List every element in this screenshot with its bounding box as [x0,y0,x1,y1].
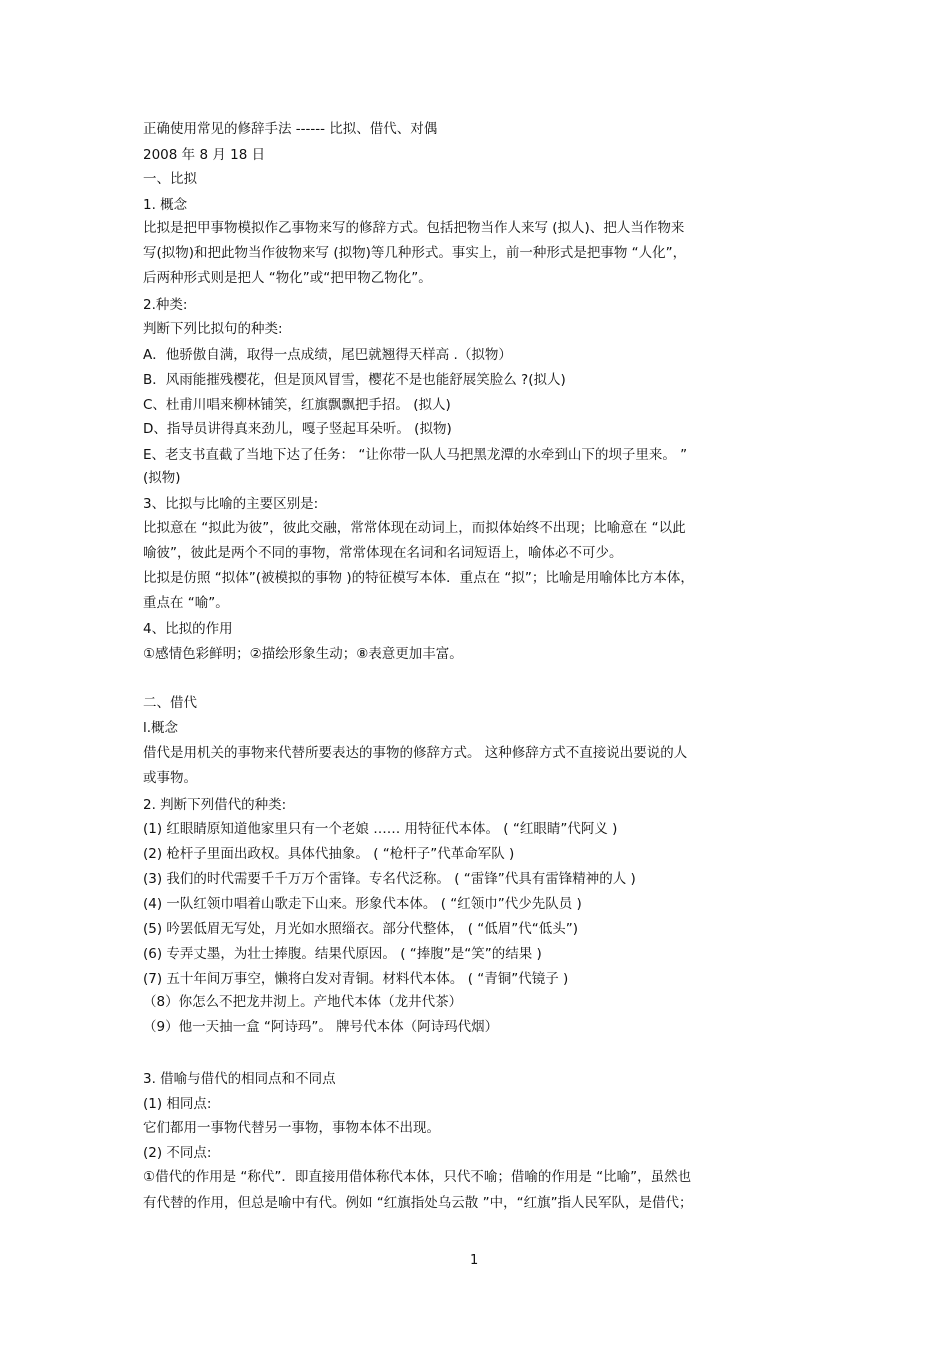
text-line: 判断下列比拟句的种类: [143,321,283,337]
text-line: 1. 概念 [143,197,188,213]
page-number: 1 [470,1253,479,1268]
text-line: (5) 吟罢低眉无写处，月光如水照缁衣。部分代整体， ( “低眉”代“低头”) [143,921,579,937]
text-line: ①感情色彩鲜明；②描绘形象生动；⑧表意更加丰富。 [143,646,463,662]
text-line: （9）他一天抽一盒 “阿诗玛”。 牌号代本体（阿诗玛代烟） [143,1019,499,1035]
subsection-heading: 3. 借喻与借代的相同点和不同点 [143,1071,336,1087]
text-line: (1) 红眼睛原知道他家里只有一个老娘 …… 用特征代本体。 ( “红眼睛”代阿义 ) [143,821,618,837]
text-line: l.概念 [143,720,179,736]
document-date: 2008 年 8 月 18 日 [143,147,266,163]
text-line: B．风雨能摧残樱花，但是顶风冒雪，樱花不是也能舒展笑脸么 ?(拟人) [143,372,566,388]
text-line: (7) 五十年间万事空，懒将白发对青铜。材料代本体。 ( “青铜”代镜子 ) [143,971,569,987]
text-line: ①借代的作用是 “称代”．即直接用借体称代本体，只代不喻；借喻的作用是 “比喻”，虽然也 [143,1169,692,1185]
text-line: 它们都用一事物代替另一事物，事物本体不出现。 [143,1120,440,1136]
text-line: (3) 我们的时代需要千千万万个雷锋。专名代泛称。 ( “雷锋”代具有雷锋精神的人 ) [143,871,636,887]
text-line: 有代替的作用，但总是喻中有代。例如 “红旗指处乌云散 ”中，“红旗”指人民军队，是借代； [143,1195,693,1211]
text-line: C、杜甫川唱来柳林铺笑，红旗飘飘把手招。 (拟人) [143,397,451,413]
text-line: 写(拟物)和把此物当作彼物来写 (拟物)等几种形式。事实上，前一种形式是把事物 “人化”， [143,245,687,261]
text-line: (2) 枪杆子里面出政权。具体代抽象。 ( “枪杆子”代革命军队 ) [143,846,515,862]
text-line: A．他骄傲自满，取得一点成绩，尾巴就翘得天样高 .（拟物） [143,347,512,363]
text-line: (拟物) [143,470,181,486]
text-line: 比拟意在 “拟此为彼”，彼此交融，常常体现在动词上，而拟体始终不出现；比喻意在 “以此 [143,520,686,536]
text-line: D、指导员讲得真来劲儿，嘎子竖起耳朵听。 (拟物) [143,421,452,437]
text-line: 3、比拟与比喻的主要区别是: [143,496,319,512]
text-line: （8）你怎么不把龙井沏上。产地代本体（龙井代茶） [143,994,463,1010]
text-line: 比拟是把甲事物模拟作乙事物来写的修辞方式。包括把物当作人来写 (拟人)、把人当作物来 [143,220,685,236]
text-line: 比拟是仿照 “拟体”(被模拟的事物 )的特征模写本体．重点在 “拟”；比喻是用喻体比方本体， [143,570,694,586]
text-line: 重点在 “喻”。 [143,595,229,611]
text-line: E、老支书直截了当地下达了任务： “让你带一队人马把黑龙潭的水牵到山下的坝子里来。 ” [143,447,688,463]
text-line: (6) 专弄丈墨，为壮士捧腹。结果代原因。 ( “捧腹”是“笑”的结果 ) [143,946,542,962]
text-line: 或事物。 [143,770,197,786]
text-line: 后两种形式则是把人 “物化”或“把甲物乙物化”。 [143,270,432,286]
section-heading-metonymy: 二、借代 [143,695,197,711]
text-line: 借代是用机关的事物来代替所要表达的事物的修辞方式。 这种修辞方式不直接说出要说的人 [143,745,688,761]
text-line: (2) 不同点: [143,1145,212,1161]
text-line: 4、比拟的作用 [143,621,233,637]
text-line: 喻彼”，彼此是两个不同的事物，常常体现在名词和名词短语上，喻体必不可少。 [143,545,623,561]
text-line: 2.种类: [143,297,188,313]
document-title: 正确使用常见的修辞手法 ------ 比拟、借代、对偶 [143,121,438,137]
section-heading-analogy: 一、比拟 [143,171,197,187]
text-line: (4) 一队红领巾唱着山歌走下山来。形象代本体。 ( “红领巾”代少先队员 ) [143,896,582,912]
text-line: 2. 判断下列借代的种类: [143,797,287,813]
text-line: (1) 相同点: [143,1096,212,1112]
